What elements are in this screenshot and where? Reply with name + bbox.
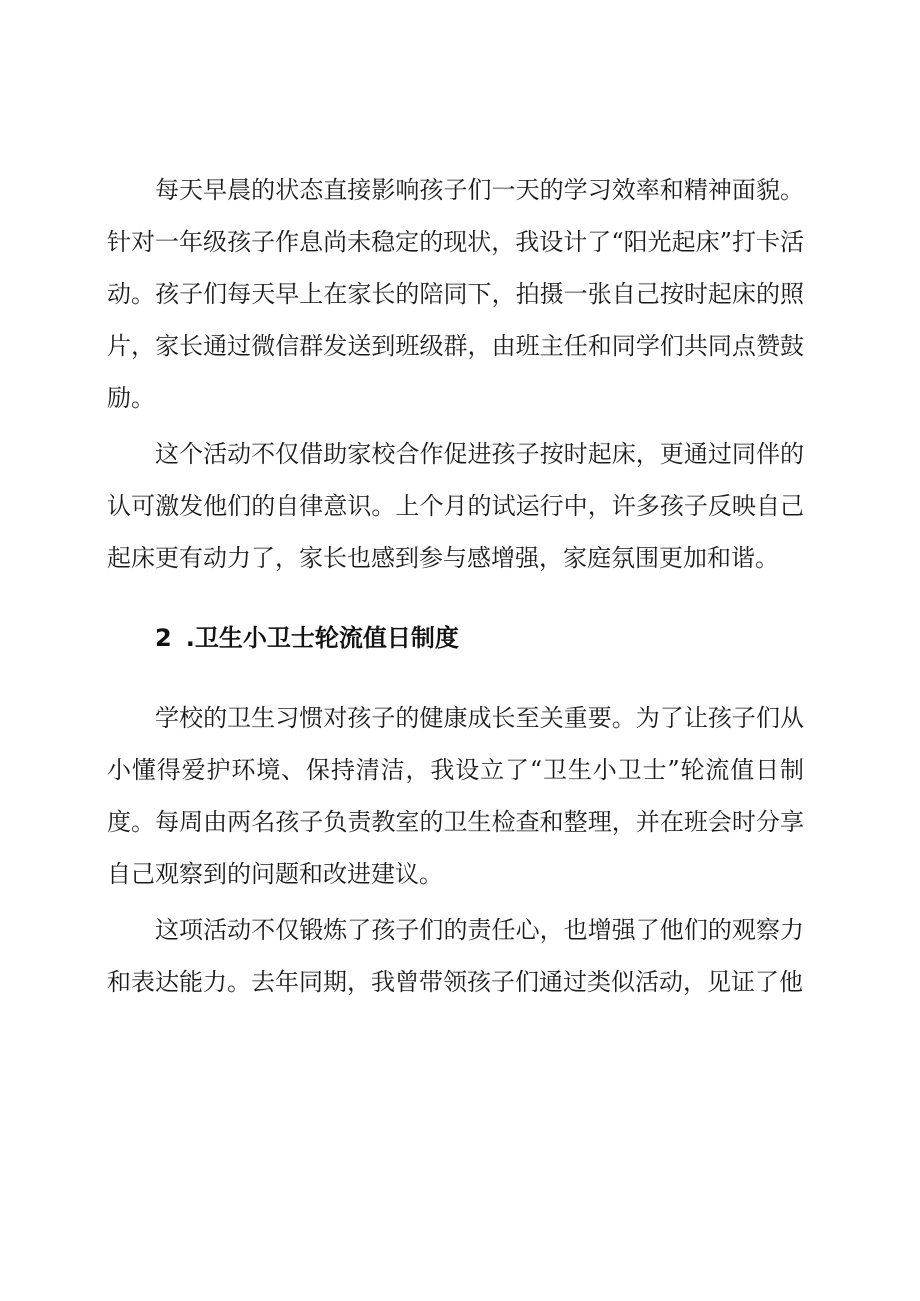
section-number: 2 [155, 624, 172, 652]
paragraph-sunshine-wakeup: 每天早晨的状态直接影响孩子们一天的学习效率和精神面貌。针对一年级孩子作息尚未稳定的现状，我设计了“阳光起床”打卡活动。孩子们每天早上在家长的陪同下，拍摄一张自己按时起床的照片，家长通过微信群发送到班级群，由班主任和同学们共同点赞鼓励。 [107, 176, 804, 412]
section-heading [107, 612, 804, 664]
paragraph-block-3 [107, 692, 804, 900]
paragraph-hygiene-duty: 学校的卫生习惯对孩子的健康成长至关重要。为了让孩子们从小懂得爱护环境、保持清洁，我设立了“卫生小卫士”轮流值日制度。每周由两名孩子负责教室的卫生检查和整理，并在班会时分享自己观察到的问题和改进建议。 [107, 704, 804, 888]
paragraph-wakeup-results: 这个活动不仅借助家校合作促进孩子按时起床，更通过同伴的认可激发他们的自律意识。上个月的试运行中，许多孩子反映自己起床更有动力了，家长也感到参与感增强，家庭氛围更加和谐。 [107, 440, 804, 572]
paragraph-block-1 [107, 164, 804, 424]
section-heading-block [107, 612, 804, 664]
paragraph-block-2 [107, 428, 804, 584]
section-title: .卫生小卫士轮流值日制度 [185, 624, 459, 652]
paragraph-block-4 [107, 904, 804, 1008]
paragraph-hygiene-results: 这项活动不仅锻炼了孩子们的责任心，也增强了他们的观察力和表达能力。去年同期，我曾带领孩子们通过类似活动，见证了他 [107, 916, 804, 996]
